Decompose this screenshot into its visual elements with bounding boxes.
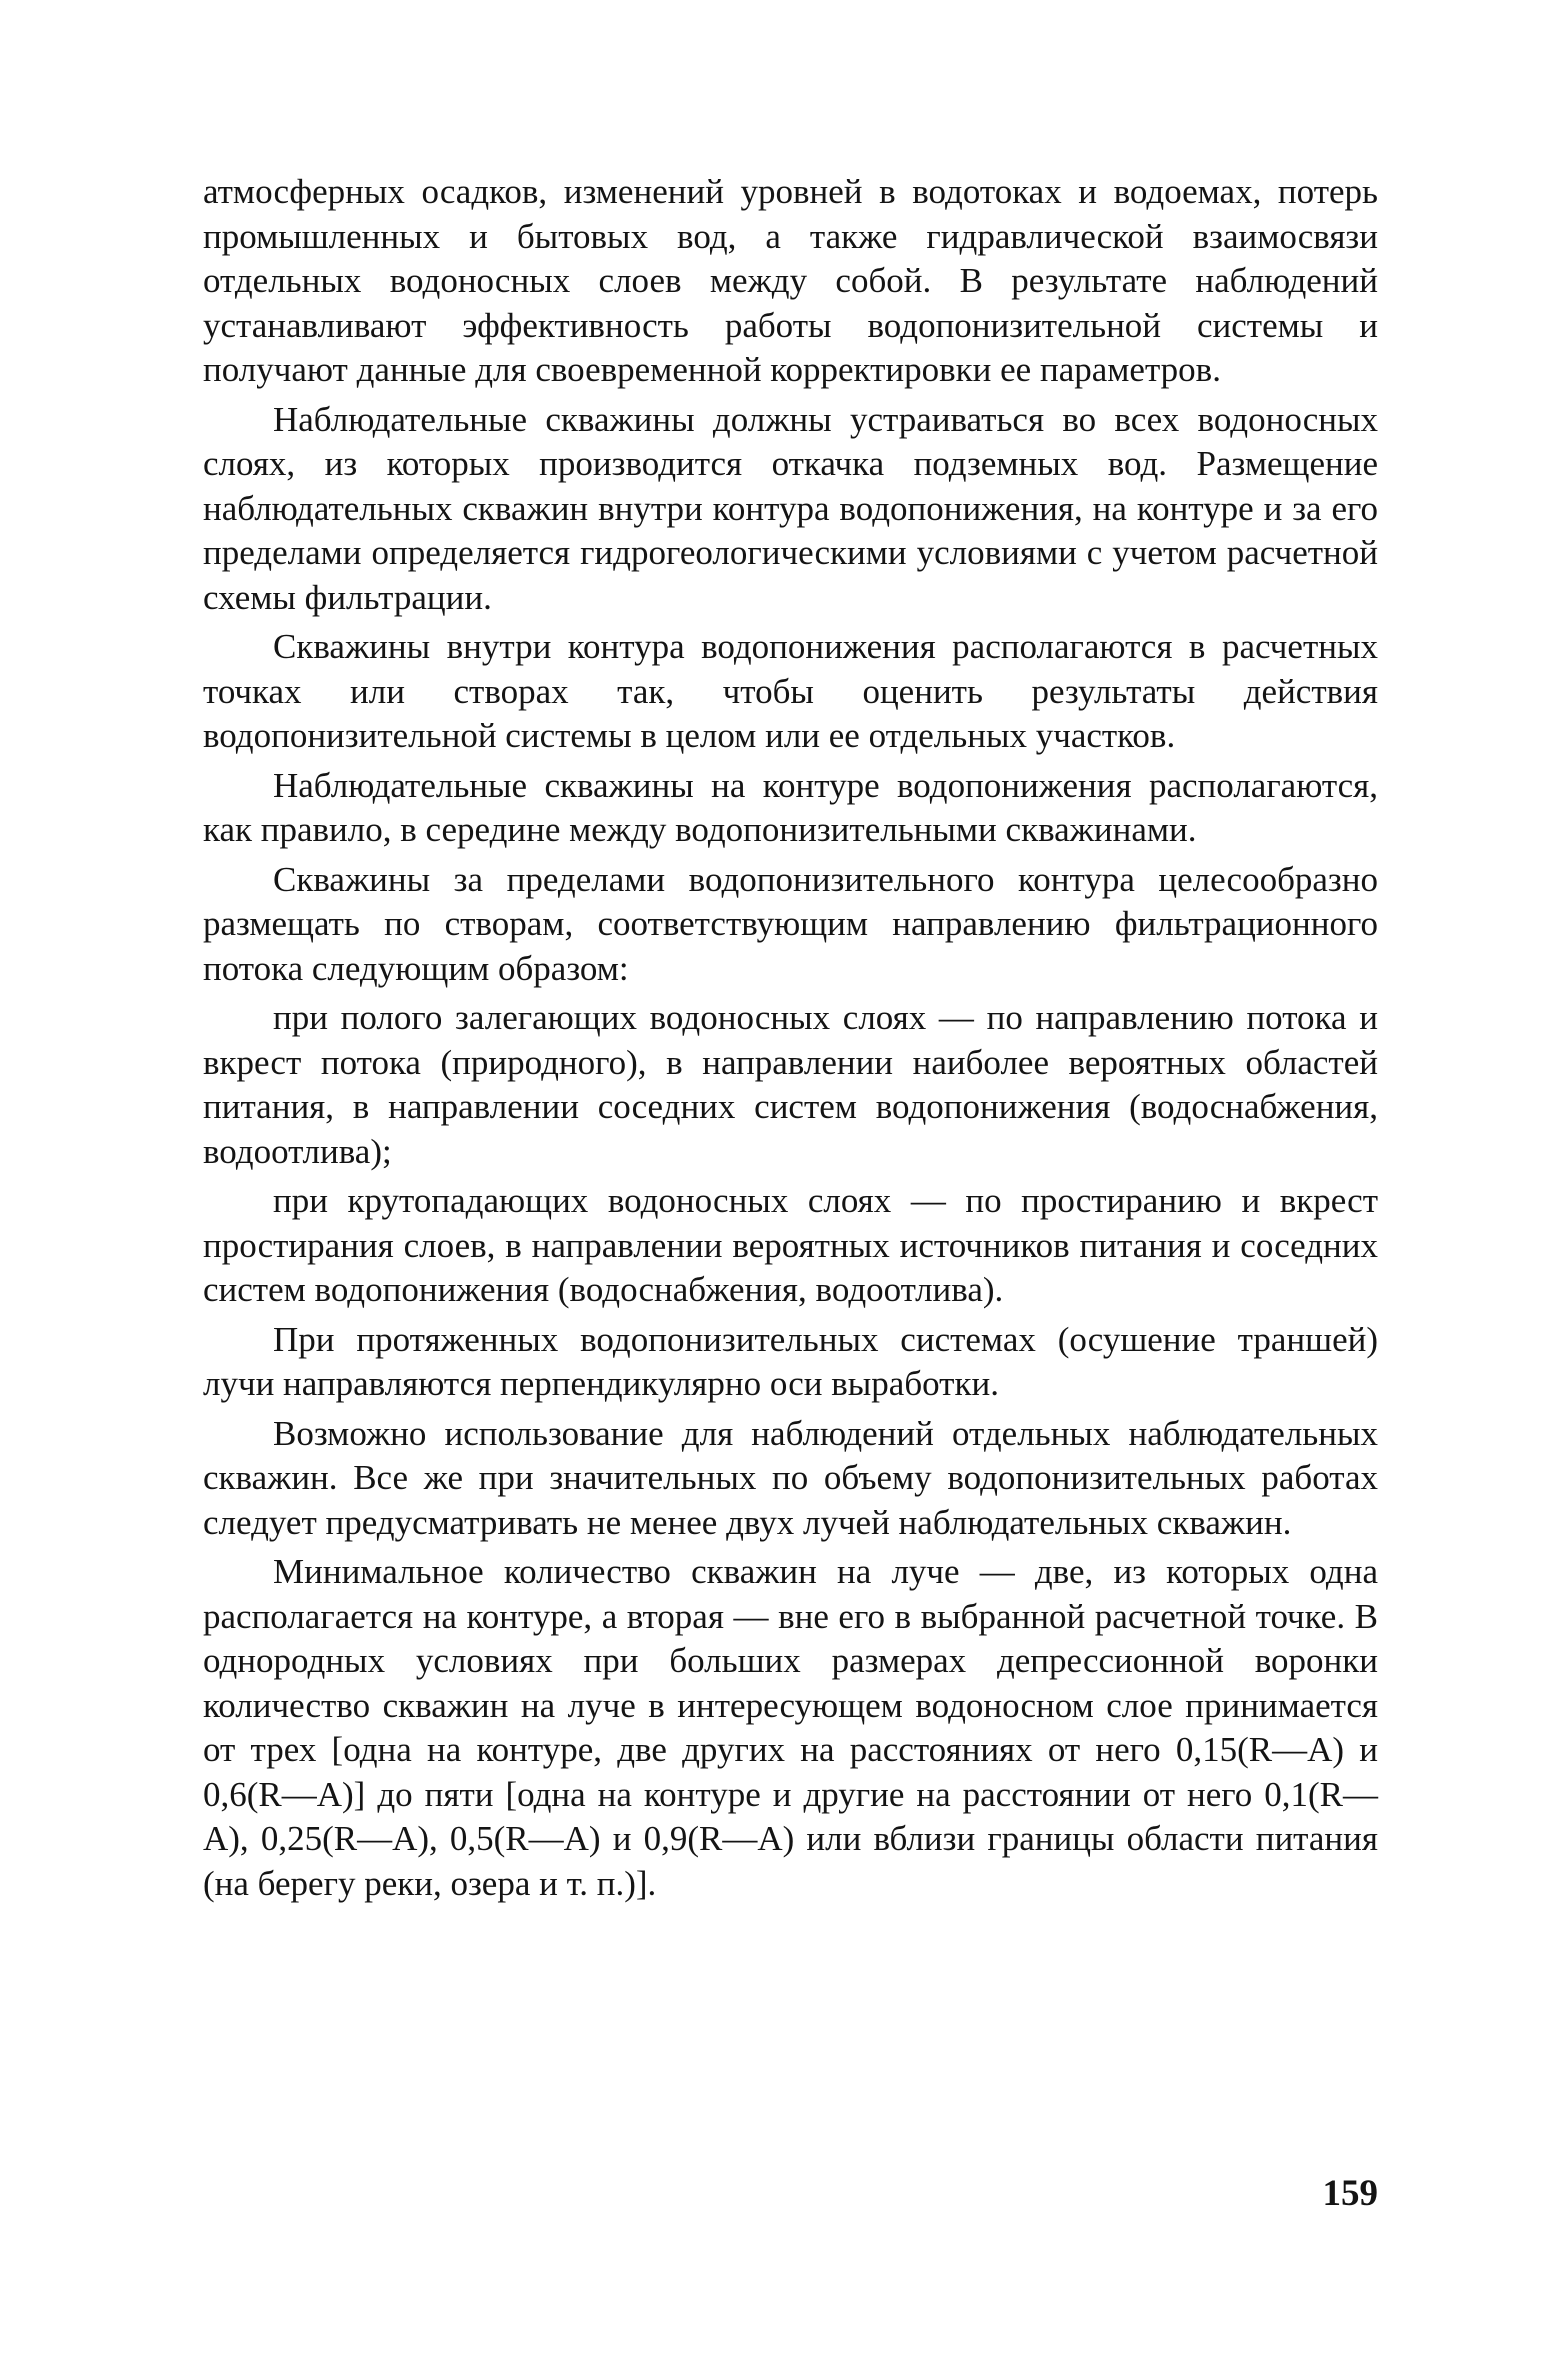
paragraph-outside-contour: Скважины за пределами водопонизительного контура целесообразно размещать по створам, соответствующим направлению фильтрационного потока следующим образом: xyxy=(203,859,1378,988)
body-text xyxy=(203,170,1378,1906)
paragraph-continuation: атмосферных осадков, изменений уровней в водотоках и водоемах, потерь промышленных и бытовых вод, а также гидравлической взаимосвязи отдельных водоносных слоев между собой. В результате наблюдений устанавливают эффективность работы водопонизительной системы и получают данные для своевременной корректировки ее параметров. xyxy=(203,172,1378,389)
paragraph-minimum-count: Минимальное количество скважин на луче — две, из которых одна располагается на контуре, а вторая — вне его в выбранной расчетной точке. В однородных условиях при больших размерах депрессионной воронки количество скважин на луче в интересующем водоносном слое принимается от трех [одна на контуре, две других на расстояниях от него 0,15(R—A) и 0,6(R—A)] до пяти [одна на контуре и другие на расстоянии от него 0,1(R—A), 0,25(R—A), 0,5(R—A) и 0,9(R—A) или вблизи границы области питания (на берегу реки, озера и т. п.)]. xyxy=(203,1552,1378,1903)
page-number: 159 xyxy=(1322,2173,1378,2214)
paragraph-gentle-layers: при полого залегающих водоносных слоях — по направлению потока и вкрест потока (природного), в направлении наиболее вероятных областей питания, в направлении соседних систем водопонижения (водоснабжения, водоотлива); xyxy=(203,998,1378,1171)
paragraph-steep-layers: при крутопадающих водоносных слоях — по простиранию и вкрест простирания слоев, в направлении вероятных источников питания и соседних систем водопонижения (водоснабжения, водоотлива). xyxy=(203,1181,1378,1309)
paragraph-extended-systems: При протяженных водопонизительных системах (осушение траншей) лучи направляются перпендикулярно оси выработки. xyxy=(203,1319,1378,1403)
paragraph-individual-wells: Возможно использование для наблюдений отдельных наблюдательных скважин. Все же при значительных по объему водопонизительных работах следует предусматривать не менее двух лучей наблюдательных скважин. xyxy=(203,1413,1378,1542)
paragraph-on-contour: Наблюдательные скважины на контуре водопонижения располагаются, как правило, в середине между водопонизительными скважинами. xyxy=(203,765,1378,849)
paragraph-observation-wells: Наблюдательные скважины должны устраиваться во всех водоносных слоях, из которых производится откачка подземных вод. Размещение наблюдательных скважин внутри контура водопонижения, на контуре и за его пределами определяется гидрогеологическими условиями с учетом расчетной схемы фильтрации. xyxy=(203,399,1378,617)
paragraph-inside-contour: Скважины внутри контура водопонижения располагаются в расчетных точках или створах так, чтобы оценить результаты действия водопонизительной системы в целом или ее отдельных участков. xyxy=(203,627,1378,755)
